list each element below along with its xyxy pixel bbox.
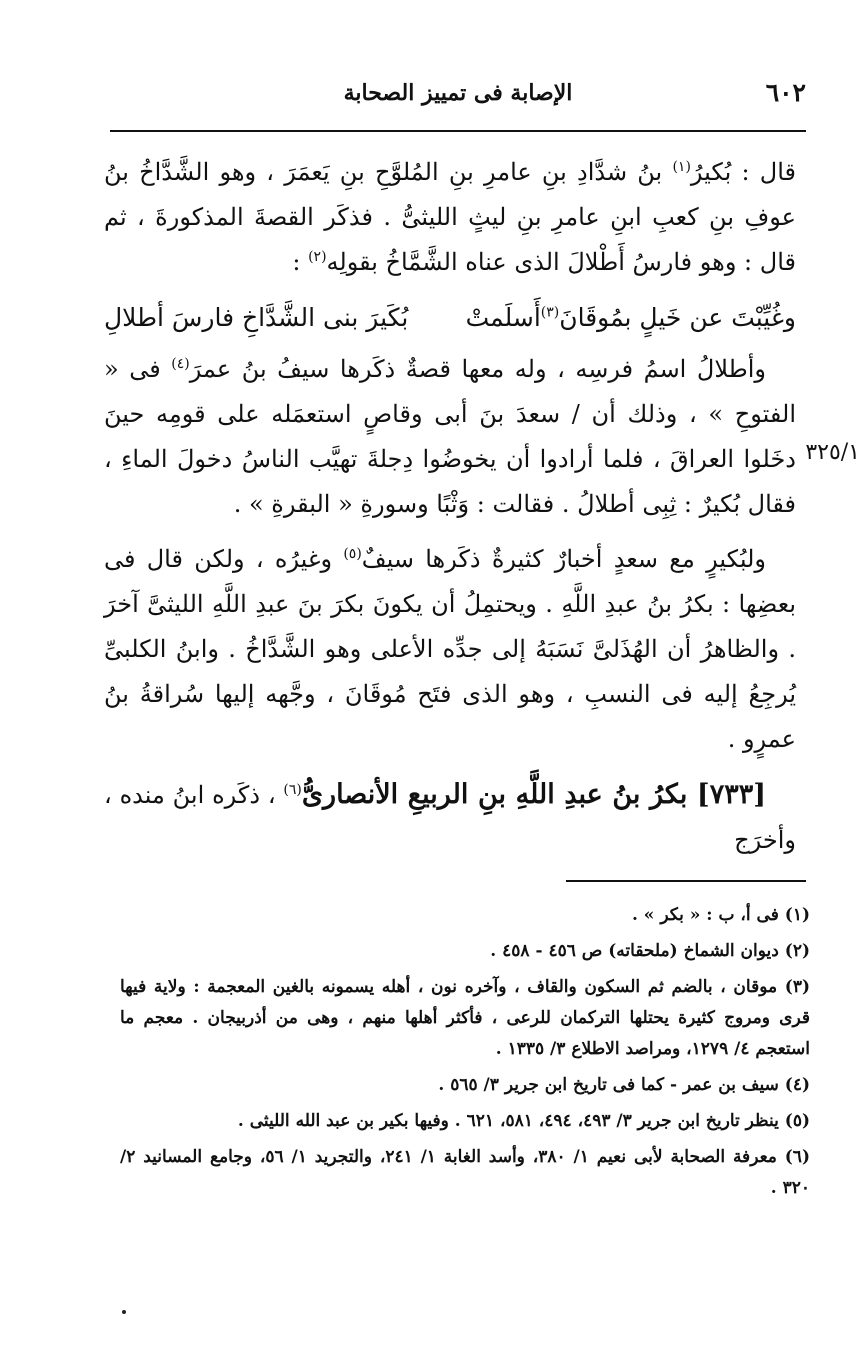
paragraph-3 <box>104 537 796 762</box>
running-title: الإصابة فى تمييز الصحابة <box>343 80 573 106</box>
scan-speck <box>122 1310 126 1314</box>
verse-first-hemistich-b: أَسلَمتْ <box>465 303 541 332</box>
paragraph-3-start: ولبُكيرٍ مع سعدٍ أخبارٌ كثيرةٌ ذكَرها سيفٌ <box>361 545 766 573</box>
verse-first-hemistich-a: وغُيِّبْتَ عن خَيلٍ بمُوقَانَ <box>559 303 796 332</box>
paragraph-2 <box>104 347 796 527</box>
footnote-ref-3[interactable]: (٣) <box>540 304 560 321</box>
entry-title: [٧٣٣] بكرُ بنُ عبدِ اللَّهِ بنِ الربيعِ الأنصارىُّ <box>301 779 766 810</box>
header-rule <box>110 130 806 132</box>
footnote-separator <box>566 880 806 882</box>
footnote-ref-1[interactable]: (١) <box>672 159 691 175</box>
paragraph-4-body: ، ذكَره ابنُ منده ، وأخرَج <box>104 781 796 854</box>
footnotes <box>120 900 810 1209</box>
paragraph-1 <box>104 150 796 285</box>
verse-first-hemistich <box>466 295 796 341</box>
footnote-ref-5[interactable]: (٥) <box>343 546 362 562</box>
paragraph-3-body: وغيرُه ، ولكن قال فى بعضِها : بكرُ بنُ عبدِ اللَّهِ . ويحتمِلُ أن يكونَ بكرَ بنَ عبدِ اللَّهِ الليثىَّ آخرَ . والظاهرُ أن الهُذَلىَّ نَسَبَهُ إلى جدِّه الأعلى وهو الشَّدَّاخُ . وابنُ الكلبىِّ يُرجِعُ إليه فى النسبِ ، وهو الذى فتَح مُوقَانَ ، وجَّهه إليها سُراقةُ بنُ عمرٍو . <box>104 545 796 753</box>
poetry-verse <box>104 295 796 341</box>
paragraph-4 <box>104 772 796 863</box>
paragraph-1-end: : <box>292 248 301 276</box>
paragraph-1-start: قال : بُكيرُ <box>690 158 797 186</box>
footnote-ref-4[interactable]: (٤) <box>171 356 190 372</box>
footnote-2: (٢) ديوان الشماخ (ملحقاته) ص ٤٥٦ - ٤٥٨ . <box>490 941 810 961</box>
footnote-3: (٣) موقان ، بالضم ثم السكون والقاف ، وآخره نون ، أهله يسمونه بالغين المعجمة : ولاية فيها قرى ومروج كثيرة يحتلها التركمان للرعى ، فأكثر أهلها منهم ، وهى من أذربيجان . معجم ما استعجم ٤/ ١٢٧٩، ومراصد الاطلاع ٣/ ١٣٣٥ . <box>120 977 810 1059</box>
paragraph-1-body: بنُ شدَّادِ بنِ عامرِ بنِ المُلوَّحِ بنِ يَعمَرَ ، وهو الشَّدَّاخُ بنُ عوفِ بنِ كعبِ ابنِ عامرِ بنِ ليثٍ الليثىُّ . فذكَر القصةَ المذكورةَ ، ثم قال : وهو فارسُ أَطْلالَ الذى عناه الشَّمَّاخُ بقولِه <box>104 158 796 276</box>
footnote-1: (١) فى أ، ب : « بكر » . <box>631 905 810 925</box>
footnote-ref-6[interactable]: (٦) <box>283 782 302 798</box>
page-header <box>110 78 806 114</box>
page-number: ٦٠٢ <box>765 78 806 107</box>
footnote-4: (٤) سيف بن عمر - كما فى تاريخ ابن جرير ٣/ ٥٦٥ . <box>438 1075 810 1095</box>
main-text <box>104 150 796 873</box>
paragraph-2-body: فى « الفتوحِ » ، وذلك أن / سعدَ بنَ أبى وقاصٍ استعمَله على قومِه حينَ دخَلوا العراقَ ، فلما أرادوا أن يخوضُوا دِجلةَ تهيَّب الناسُ دخولَ الماءِ ، فقال بُكيرٌ : ثِبِى أطلالُ . فقالت : وَثْبًا وسورةِ « البقرةِ » . <box>104 355 796 518</box>
verse-second-hemistich: بُكَيرَ بنى الشَّدَّاخِ فارسَ أطلالِ <box>104 303 409 332</box>
footnote-6: (٦) معرفة الصحابة لأبى نعيم ١/ ٣٨٠، وأسد الغابة ١/ ٢٤١، والتجريد ١/ ٥٦، وجامع المسانيد ٢/ ٣٢٠ . <box>120 1147 810 1198</box>
footnote-ref-2[interactable]: (٢) <box>308 249 327 265</box>
footnote-5: (٥) ينظر تاريخ ابن جرير ٣/ ٤٩٣، ٤٩٤، ٥٨١، ٦٢١ . وفيها بكير بن عبد الله الليثى . <box>237 1111 810 1131</box>
margin-page-reference: ٣٢٥/١ <box>805 440 860 465</box>
paragraph-2-start: وأطلالُ اسمُ فرسِه ، وله معها قصةٌ ذكَرها سيفُ بنُ عمرَ <box>189 355 766 383</box>
